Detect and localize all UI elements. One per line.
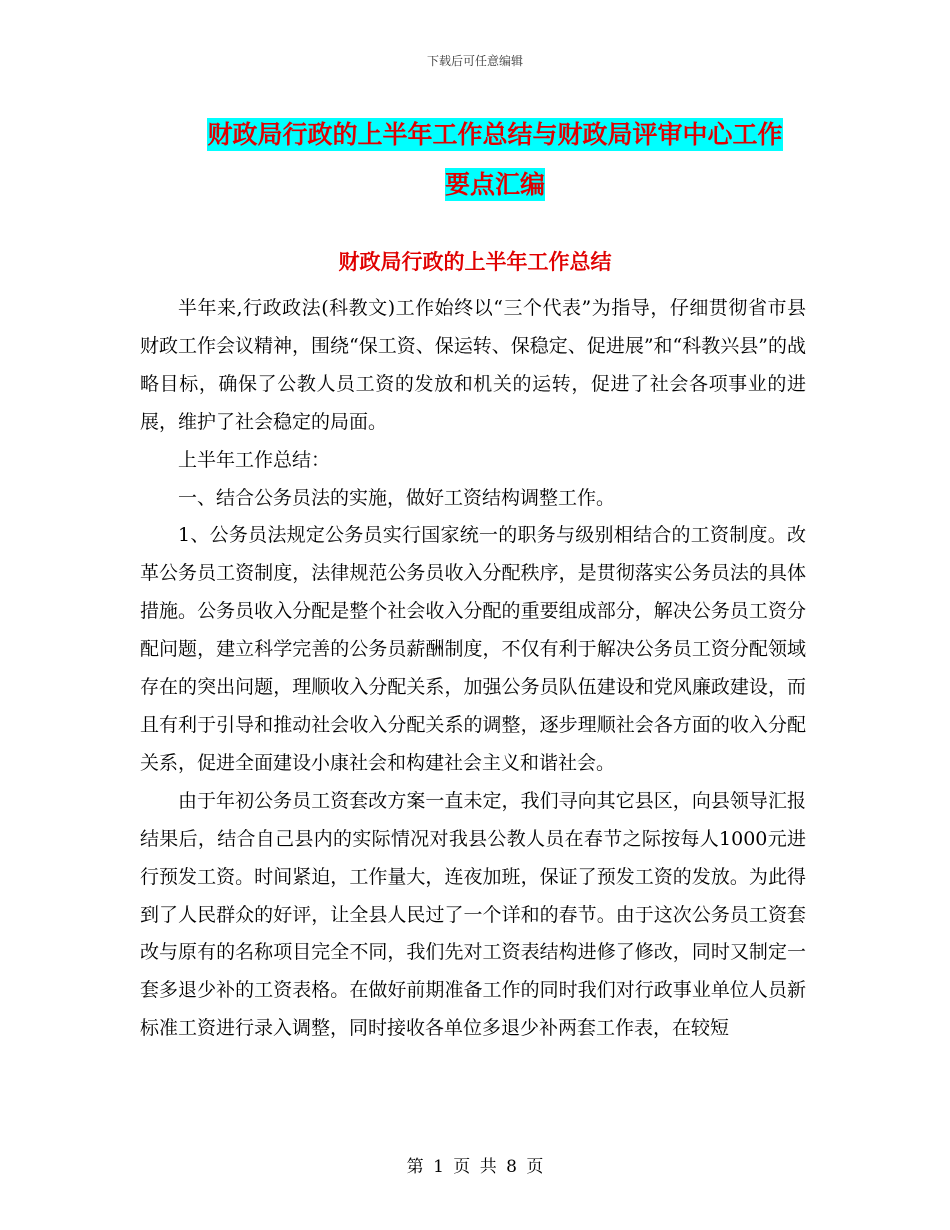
document-title (140, 110, 850, 210)
document-body (140, 290, 806, 1048)
paragraph-intro: 半年来,行政政法(科教文)工作始终以“三个代表”为指导，仔细贯彻省市县财政工作会议精神，围绕“保工资、保运转、保稳定、促进展”和“科教兴县”的战略目标，确保了公教人员工资的发放和机关的运转，促进了社会各项事业的进展，维护了社会稳定的局面。 (140, 297, 806, 433)
paragraph-summary-heading: 上半年工作总结： (178, 448, 331, 471)
document-title-line-1: 财政局行政的上半年工作总结与财政局评审中心工作 (207, 120, 783, 149)
paragraph-salary-details: 由于年初公务员工资套改方案一直未定，我们寻向其它县区，向县领导汇报结果后，结合自己县内的实际情况对我县公教人员在春节之际按每人1000元进行预发工资。时间紧迫，工作量大，连夜加班，保证了预发工资的发放。为此得到了人民群众的好评，让全县人民过了一个详和的春节。由于这次公务员工资套改与原有的名称项目完全不同，我们先对工资表结构进修了修改，同时又制定一套多退少补的工资表格。在做好前期准备工作的同时我们对行政事业单位人员新标准工资进行录入调整，同时接收各单位多退少补两套工作表，在较短 (140, 789, 806, 1040)
page-header-note: 下载后可任意编辑 (426, 54, 523, 68)
paragraph-item-heading: 一、结合公务员法的实施，做好工资结构调整工作。 (178, 486, 616, 509)
section-title: 财政局行政的上半年工作总结 (338, 250, 612, 274)
page-footer: 第 1 页 共 8 页 (406, 1157, 544, 1177)
document-title-line-2: 要点汇编 (444, 170, 545, 199)
paragraph-point-1: 1、公务员法规定公务员实行国家统一的职务与级别相结合的工资制度。改革公务员工资制度，法律规范公务员收入分配秩序，是贯彻落实公务员法的具体措施。公务员收入分配是整个社会收入分配的重要组成部分，解决公务员工资分配问题，建立科学完善的公务员薪酬制度，不仅有利于解决公务员工资分配领域存在的突出问题，理顺收入分配关系，加强公务员队伍建设和党风廉政建设，而且有利于引导和推动社会收入分配关系的调整，逐步理顺社会各方面的收入分配关系，促进全面建设小康社会和构建社会主义和谐社会。 (140, 524, 806, 774)
